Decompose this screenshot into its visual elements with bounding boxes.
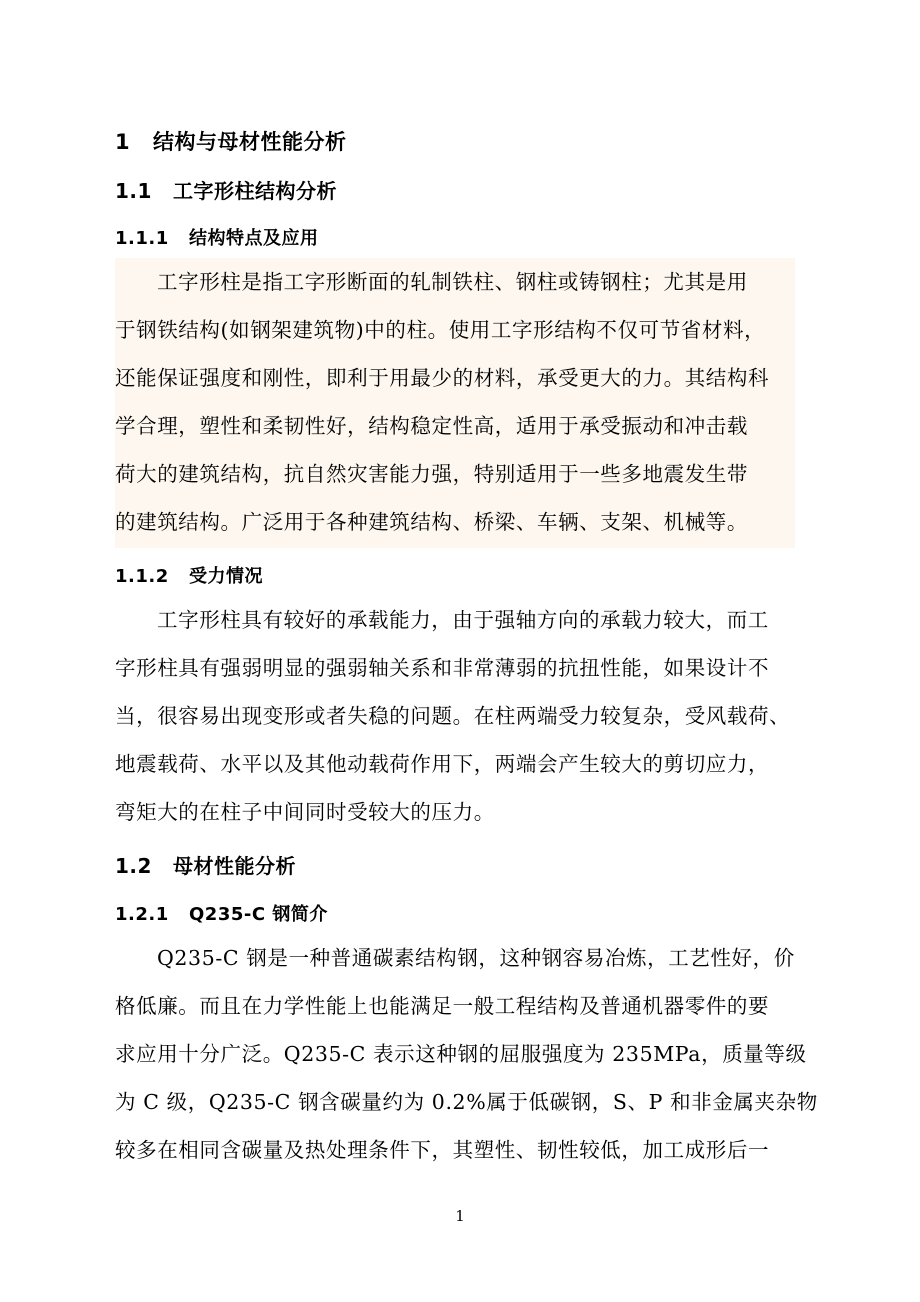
subsection-number: 1.1.1 — [115, 228, 169, 249]
paragraph-line: 荷大的建筑结构，抗自然灾害能力强，特别适用于一些多地震发生带 — [115, 462, 748, 486]
subsection-heading-1-2-1 — [115, 900, 328, 926]
section-title: 母材性能分析 — [173, 854, 296, 878]
subsection-number: 1.1.2 — [115, 566, 169, 587]
paragraph-line: 较多在相同含碳量及热处理条件下，其塑性、韧性较低，加工成形后一 — [115, 1138, 770, 1162]
paragraph-q235c-intro — [115, 934, 818, 1174]
section-number: 1.1 — [115, 179, 152, 203]
section-number: 1.2 — [115, 854, 152, 878]
paragraph-line: 的建筑结构。广泛用于各种建筑结构、桥梁、车辆、支架、机械等。 — [115, 510, 748, 534]
paragraph-line: 字形柱具有强弱明显的强弱轴关系和非常薄弱的抗扭性能，如果设计不 — [115, 656, 770, 680]
subsection-title: 受力情况 — [189, 566, 263, 587]
paragraph-line: 于钢铁结构(如钢架建筑物)中的柱。使用工字形结构不仅可节省材料， — [115, 318, 766, 342]
subsection-title: 结构特点及应用 — [189, 228, 319, 249]
subsection-heading-1-1-1 — [115, 224, 319, 250]
paragraph-line: 还能保证强度和刚性，即利于用最少的材料，承受更大的力。其结构科 — [115, 366, 770, 390]
section-title: 工字形柱结构分析 — [173, 179, 337, 203]
paragraph-line: 学合理，塑性和柔韧性好，结构稳定性高，适用于承受振动和冲击载 — [115, 414, 748, 438]
chapter-heading — [115, 126, 347, 156]
paragraph-line: 工字形柱具有较好的承载能力，由于强轴方向的承载力较大，而工 — [157, 608, 769, 632]
paragraph-line: 求应用十分广泛。Q235-C 表示这种钢的屈服强度为 235MPa，质量等级 — [115, 1042, 807, 1066]
paragraph-line: 工字形柱是指工字形断面的轧制铁柱、钢柱或铸钢柱；尤其是用 — [157, 270, 748, 294]
paragraph-line: 弯矩大的在柱子中间同时受较大的压力。 — [115, 800, 495, 824]
chapter-title: 结构与母材性能分析 — [153, 130, 347, 154]
paragraph-line: 格低廉。而且在力学性能上也能满足一般工程结构及普通机器零件的要 — [115, 994, 770, 1018]
paragraph-force-conditions — [115, 596, 795, 836]
subsection-heading-1-1-2 — [115, 562, 263, 588]
subsection-number: 1.2.1 — [115, 904, 169, 925]
paragraph-line: Q235-C 钢是一种普通碳素结构钢，这种钢容易冶炼，工艺性好，价 — [157, 946, 795, 970]
paragraph-line: 当，很容易出现变形或者失稳的问题。在柱两端受力较复杂，受风载荷、 — [115, 704, 791, 728]
section-heading-1-2 — [115, 850, 296, 879]
section-heading-1-1 — [115, 175, 337, 204]
subsection-title: Q235-C 钢简介 — [189, 904, 328, 925]
page-number: 1 — [455, 1207, 465, 1225]
paragraph-line: 地震载荷、水平以及其他动载荷作用下，两端会产生较大的剪切应力， — [115, 752, 770, 776]
paragraph-structure-features — [115, 258, 795, 548]
paragraph-line: 为 C 级，Q235-C 钢含碳量约为 0.2%属于低碳钢，S、P 和非金属夹杂物 — [115, 1090, 818, 1114]
chapter-number: 1 — [115, 130, 131, 154]
